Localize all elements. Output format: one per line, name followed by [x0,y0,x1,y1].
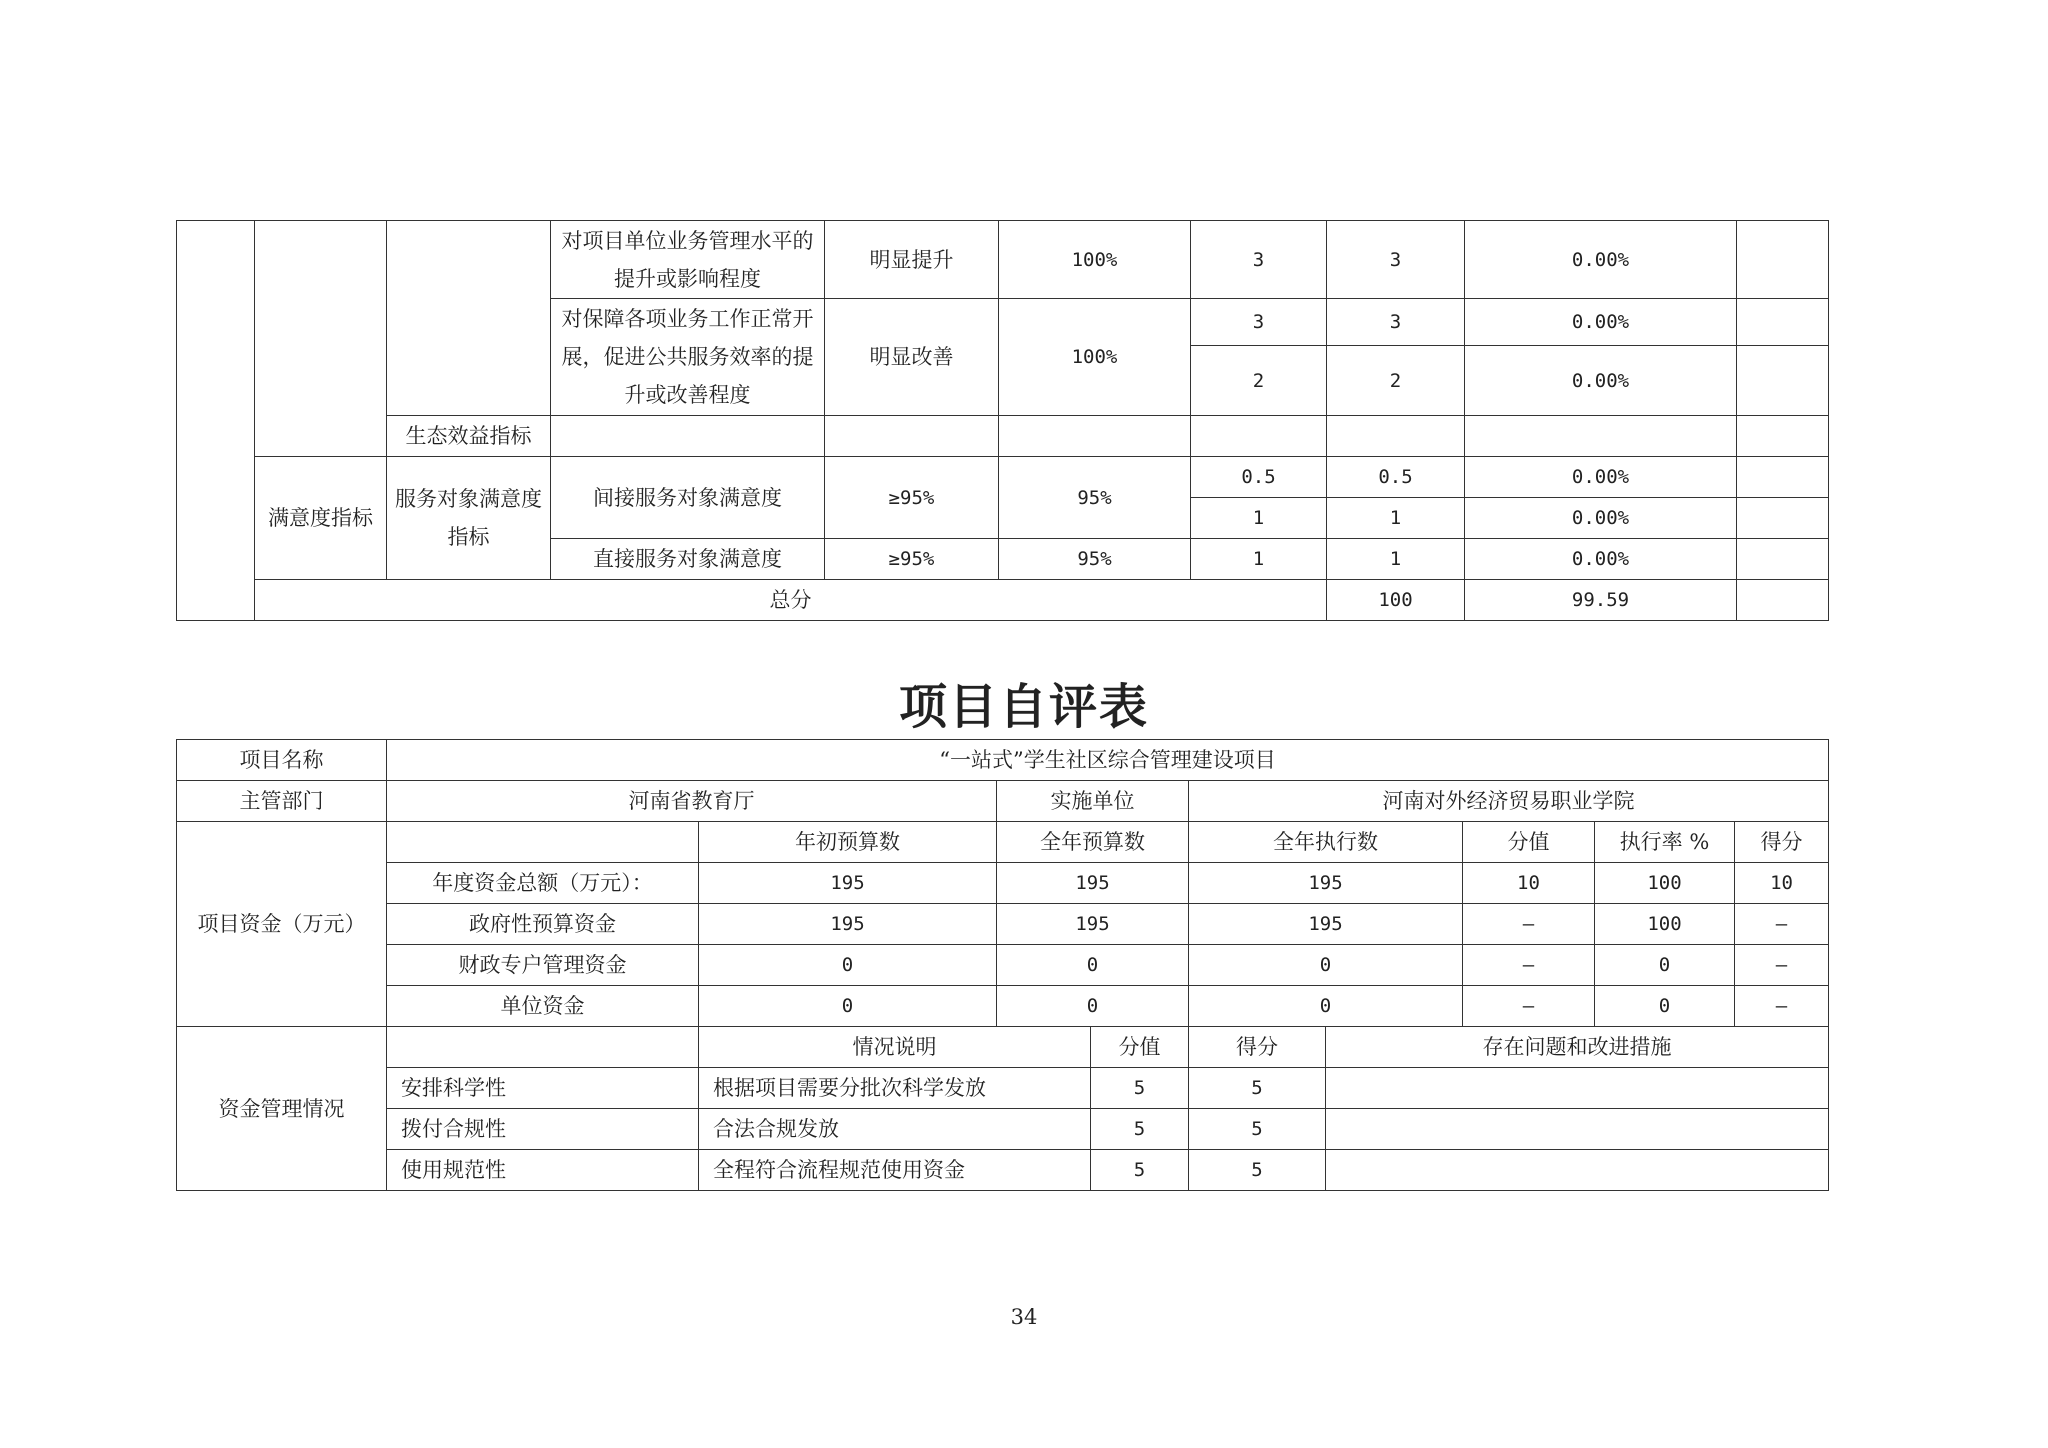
score-value: 3 [1327,299,1465,346]
actual-value: 95% [999,539,1191,580]
table-row [177,1109,1829,1150]
table-row [177,986,1829,1027]
mgmt-label: 资金管理情况 [177,1027,387,1191]
mgmt-issue [1326,1068,1829,1109]
empty-cell [387,822,699,863]
project-name-label: 项目名称 [177,740,387,781]
fund-score: – [1735,945,1829,986]
actual-value: 100% [999,221,1191,299]
mgmt-desc: 全程符合流程规范使用资金 [699,1150,1091,1191]
eco-indicator-label: 生态效益指标 [387,416,551,457]
fund-name: 年度资金总额（万元）： [387,863,699,904]
fund-initial: 195 [699,904,997,945]
fund-rate: 0 [1595,945,1735,986]
remark-cell [1737,299,1829,346]
fund-score: – [1735,904,1829,945]
fund-points: – [1463,904,1595,945]
deviation-value: 0.00% [1465,221,1737,299]
target-value: ≥95% [825,457,999,539]
fund-points: – [1463,986,1595,1027]
fund-management-table [176,1026,1829,1191]
satisfaction-level3: 服务对象满意度指标 [387,457,551,580]
col-header: 存在问题和改进措施 [1326,1027,1829,1068]
mgmt-item: 拨付合规性 [387,1109,699,1150]
level1-cell [177,221,255,621]
mgmt-desc: 根据项目需要分批次科学发放 [699,1068,1091,1109]
deviation-value: 0.00% [1465,539,1737,580]
col-header: 得分 [1735,822,1829,863]
remark-cell [1737,221,1829,299]
table-row [177,863,1829,904]
fund-annual: 0 [997,986,1189,1027]
actual-value: 100% [999,299,1191,416]
total-label: 总分 [255,580,1327,621]
table-row [177,945,1829,986]
mgmt-item: 使用规范性 [387,1150,699,1191]
project-funds-table [176,739,1829,1027]
mgmt-score: 5 [1189,1109,1326,1150]
mgmt-points: 5 [1091,1109,1189,1150]
empty-cell [999,416,1191,457]
score-value: 1 [1327,498,1465,539]
weight-value: 3 [1191,299,1327,346]
mgmt-score: 5 [1189,1150,1326,1191]
mgmt-points: 5 [1091,1150,1189,1191]
col-header: 得分 [1189,1027,1326,1068]
deviation-value: 0.00% [1465,346,1737,416]
remark-cell [1737,498,1829,539]
target-value: ≥95% [825,539,999,580]
dept-label: 主管部门 [177,781,387,822]
fund-name: 单位资金 [387,986,699,1027]
level2-cell [255,221,387,457]
remark-cell [1737,539,1829,580]
mgmt-issue [1326,1109,1829,1150]
weight-value: 3 [1191,221,1327,299]
fund-name: 财政专户管理资金 [387,945,699,986]
col-header: 分值 [1091,1027,1189,1068]
total-weight: 100 [1327,580,1465,621]
fund-points: 10 [1463,863,1595,904]
fund-executed: 0 [1189,945,1463,986]
indicator-name: 直接服务对象满意度 [551,539,825,580]
score-value: 3 [1327,221,1465,299]
empty-cell [551,416,825,457]
fund-rate: 100 [1595,863,1735,904]
score-value: 0.5 [1327,457,1465,498]
empty-cell [387,1027,699,1068]
table-row [177,1150,1829,1191]
mgmt-points: 5 [1091,1068,1189,1109]
deviation-value: 0.00% [1465,299,1737,346]
page-number: 34 [1010,1305,1038,1329]
dept-value: 河南省教育厅 [387,781,997,822]
target-value: 明显提升 [825,221,999,299]
weight-value: 1 [1191,539,1327,580]
weight-value: 1 [1191,498,1327,539]
col-header: 分值 [1463,822,1595,863]
unit-label: 实施单位 [997,781,1189,822]
indicator-name: 间接服务对象满意度 [551,457,825,539]
actual-value: 95% [999,457,1191,539]
project-name: “一站式”学生社区综合管理建设项目 [387,740,1829,781]
level3-cell [387,221,551,416]
fund-name: 政府性预算资金 [387,904,699,945]
col-header: 情况说明 [699,1027,1091,1068]
fund-executed: 195 [1189,904,1463,945]
fund-rate: 0 [1595,986,1735,1027]
fund-rate: 100 [1595,904,1735,945]
col-header: 执行率 % [1595,822,1735,863]
fund-points: – [1463,945,1595,986]
empty-cell [1191,416,1327,457]
fund-initial: 195 [699,863,997,904]
mgmt-item: 安排科学性 [387,1068,699,1109]
deviation-value: 0.00% [1465,498,1737,539]
performance-indicator-table [176,220,1829,621]
empty-cell [825,416,999,457]
remark-cell [1737,346,1829,416]
fund-score: 10 [1735,863,1829,904]
mgmt-score: 5 [1189,1068,1326,1109]
remark-cell [1737,457,1829,498]
fund-executed: 195 [1189,863,1463,904]
indicator-name: 对项目单位业务管理水平的提升或影响程度 [551,221,825,299]
fund-initial: 0 [699,945,997,986]
table-row [177,1068,1829,1109]
mgmt-desc: 合法合规发放 [699,1109,1091,1150]
col-header: 年初预算数 [699,822,997,863]
total-score: 99.59 [1465,580,1737,621]
target-value: 明显改善 [825,299,999,416]
empty-cell [1737,416,1829,457]
weight-value: 0.5 [1191,457,1327,498]
col-header: 全年执行数 [1189,822,1463,863]
fund-executed: 0 [1189,986,1463,1027]
fund-initial: 0 [699,986,997,1027]
empty-cell [1327,416,1465,457]
fund-annual: 0 [997,945,1189,986]
funds-label: 项目资金（万元） [177,822,387,1027]
unit-value: 河南对外经济贸易职业学院 [1189,781,1829,822]
col-header: 全年预算数 [997,822,1189,863]
fund-annual: 195 [997,904,1189,945]
weight-value: 2 [1191,346,1327,416]
empty-cell [1737,580,1829,621]
empty-cell [1465,416,1737,457]
indicator-name: 对保障各项业务工作正常开展，促进公共服务效率的提升或改善程度 [551,299,825,416]
fund-score: – [1735,986,1829,1027]
table-row [177,904,1829,945]
satisfaction-level2: 满意度指标 [255,457,387,580]
page-title: 项目自评表 [898,679,1149,735]
fund-annual: 195 [997,863,1189,904]
mgmt-issue [1326,1150,1829,1191]
deviation-value: 0.00% [1465,457,1737,498]
score-value: 2 [1327,346,1465,416]
score-value: 1 [1327,539,1465,580]
